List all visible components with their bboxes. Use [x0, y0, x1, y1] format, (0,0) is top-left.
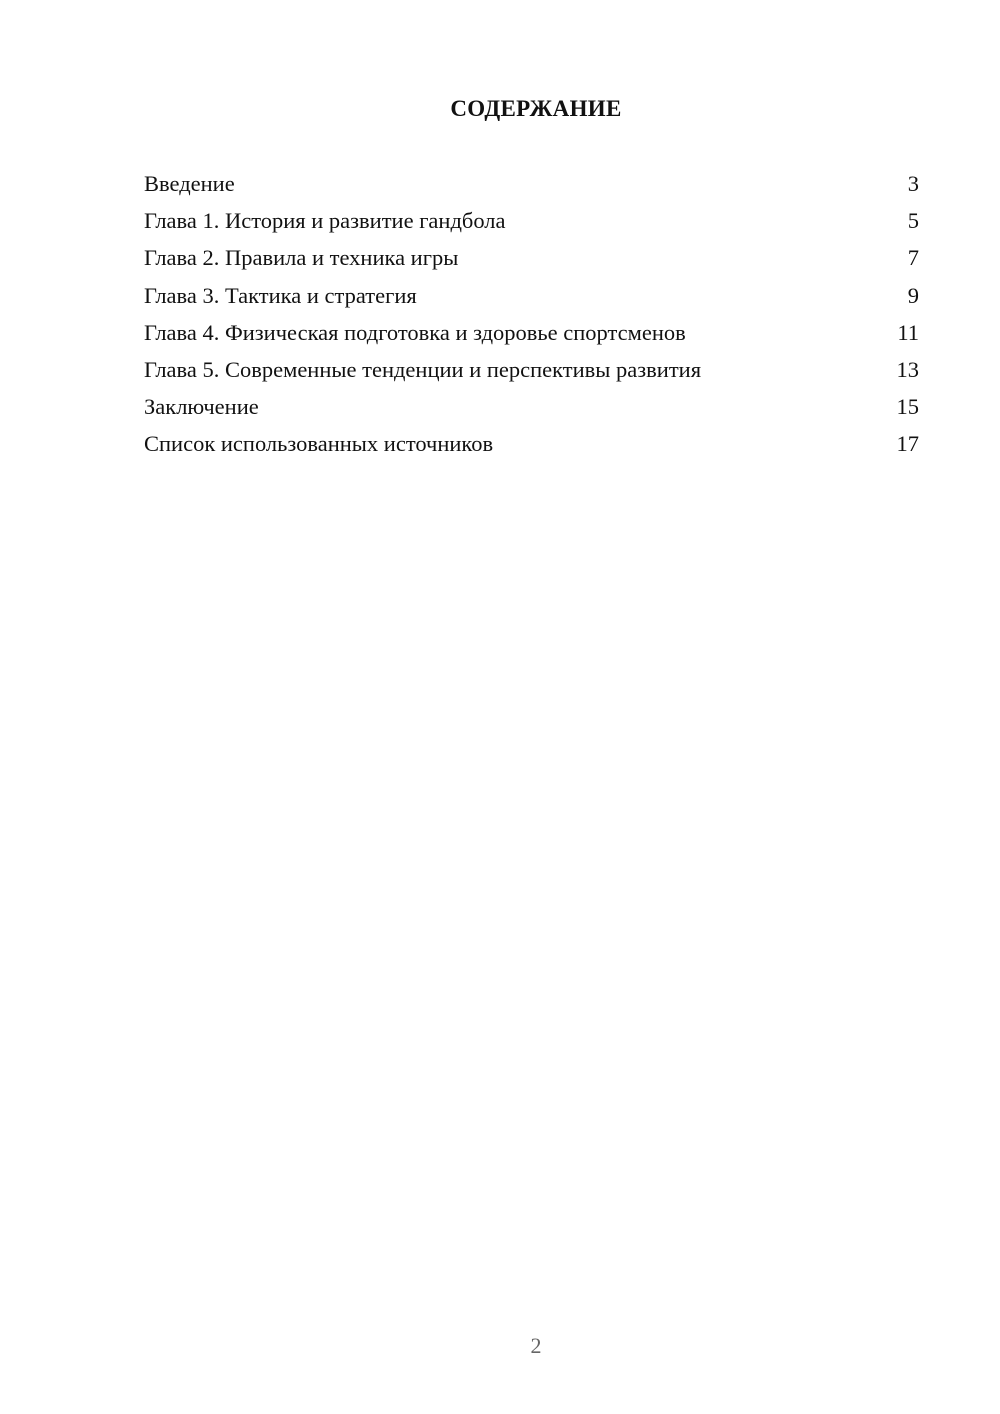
- toc-entry-page: 5: [907, 208, 919, 234]
- toc-entry-label: Глава 5. Современные тенденции и перспективы развития: [144, 356, 702, 382]
- toc-title: СОДЕРЖАНИЕ: [450, 96, 622, 121]
- table-of-contents: [144, 169, 919, 467]
- page-number: 2: [530, 1333, 542, 1358]
- toc-entry-label: Список использованных источников: [144, 431, 494, 457]
- toc-entry: [144, 281, 919, 318]
- toc-entry: [144, 392, 919, 429]
- toc-entry-page: 7: [907, 245, 919, 271]
- toc-entry: [144, 318, 919, 355]
- toc-entry-label: Заключение: [144, 394, 259, 420]
- toc-entry-page: 15: [896, 394, 919, 420]
- toc-entry-page: 17: [896, 431, 919, 457]
- toc-entry-label: Глава 1. История и развитие гандбола: [144, 208, 506, 234]
- toc-entry: [144, 206, 919, 243]
- toc-entry: [144, 169, 919, 206]
- toc-entry-label: Глава 2. Правила и техника игры: [144, 245, 459, 271]
- toc-entry-label: Глава 3. Тактика и стратегия: [144, 282, 417, 308]
- toc-entry-page: 9: [907, 282, 919, 308]
- toc-entry: [144, 355, 919, 392]
- toc-entry: [144, 243, 919, 280]
- toc-entry-page: 3: [907, 171, 919, 196]
- toc-entry: [144, 429, 919, 466]
- toc-entry-page: 13: [896, 356, 919, 382]
- toc-entry-page: 11: [897, 319, 919, 345]
- toc-entry-label: Глава 4. Физическая подготовка и здоровье спортсменов: [144, 319, 686, 345]
- toc-entry-label: Введение: [144, 171, 235, 196]
